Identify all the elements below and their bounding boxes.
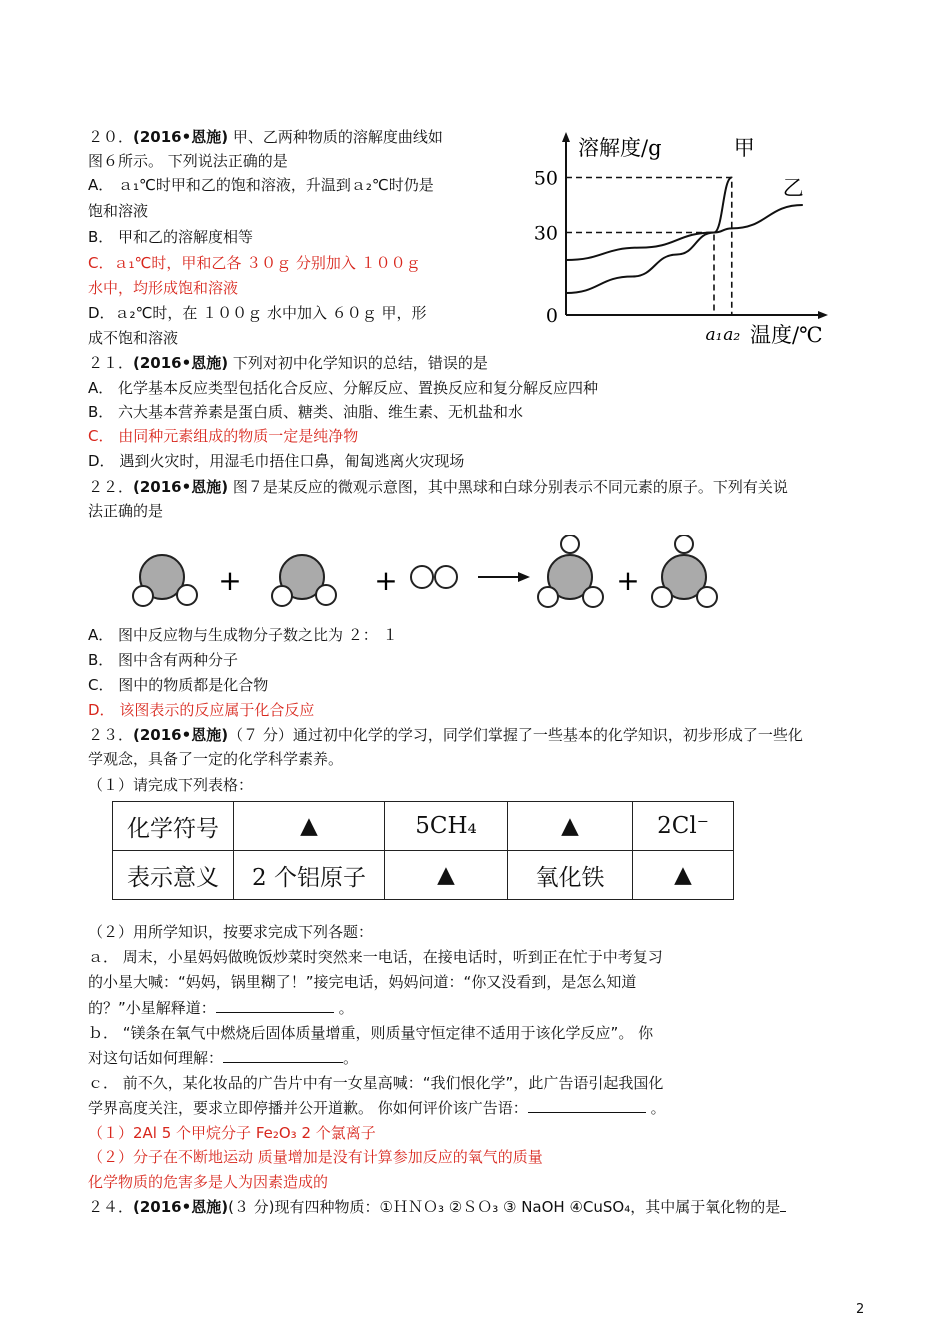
- q23-answer-1: （１）2Al 5 个甲烷分子 Fe₂O₃ 2 个氯离子: [88, 1124, 376, 1142]
- reaction-diagram: [130, 535, 730, 617]
- series-label: 乙: [782, 176, 804, 200]
- q20-option-b: B． 甲和乙的溶解度相等: [88, 228, 254, 246]
- answer-blank[interactable]: [216, 998, 334, 1013]
- table-cell: 化学符号: [113, 802, 234, 851]
- table-cell: 表示意义: [113, 851, 234, 900]
- q22-stem: ２２．(2016•恩施) 图７是某反应的微观示意图，其中黑球和白球分别表示不同元素的原子。下列有关说: [88, 478, 788, 496]
- table-cell: 氧化铁: [508, 851, 633, 900]
- reactant-molecule-1: [133, 555, 197, 606]
- table-cell: ▲: [508, 802, 633, 851]
- q23-b-line-1: ｂ． “镁条在氧气中燃烧后固体质量增重，则质量守恒定律不适用于该化学反应”。 你: [88, 1024, 654, 1042]
- q20-stem: ２０．(2016•恩施) 甲、乙两种物质的溶解度曲线如: [88, 128, 443, 146]
- q21-option-b: B． 六大基本营养素是蛋白质、糖类、油脂、维生素、无机盐和水: [88, 403, 524, 421]
- table-row: [113, 851, 734, 900]
- q23-part-2: （２）用所学知识，按要求完成下列各题：: [88, 923, 374, 941]
- q23-c-line-1: ｃ． 前不久，某化妆品的广告片中有一女星高喊：“我们恨化学”，此广告语引起我国化: [88, 1074, 664, 1092]
- q20-option-c: C．ａ₁℃时，甲和乙各 ３０ｇ 分别加入 １００ｇ: [88, 254, 421, 272]
- answer-blank[interactable]: [528, 1098, 646, 1113]
- table-cell: ▲: [633, 851, 734, 900]
- x-tick-label: a₁: [705, 325, 723, 345]
- reactant-molecule-2: [272, 555, 336, 606]
- guide-line-30: [566, 233, 714, 316]
- plus-sign: +: [616, 564, 640, 597]
- q23-a-line-1: ａ． 周末，小星妈妈做晚饭炒菜时突然来一电话，在接电话时，听到正在忙于中考复习: [88, 948, 663, 966]
- arrow-icon: [478, 572, 530, 582]
- solubility-chart: [522, 128, 852, 350]
- q20-option-d-cont: 成不饱和溶液: [88, 329, 179, 347]
- table-row: [113, 802, 734, 851]
- plus-sign: +: [218, 564, 242, 597]
- y-tick-label: 0: [545, 305, 558, 327]
- plus-sign: +: [374, 564, 398, 597]
- table-cell: 5CH₄: [385, 802, 508, 851]
- y-tick-label: 50: [533, 167, 558, 190]
- q20-option-a: A． ａ₁℃时甲和乙的饱和溶液，升温到ａ₂℃时仍是: [88, 176, 434, 194]
- q20-option-a-cont: 饱和溶液: [88, 202, 149, 220]
- table-cell: ▲: [234, 802, 385, 851]
- q23-b-line-2: 对这句话如何理解： 。: [88, 1049, 359, 1067]
- q22-option-d: D． 该图表示的反应属于化合反应: [88, 701, 315, 719]
- q22-option-a: A． 图中反应物与生成物分子数之比为 ２： １: [88, 626, 398, 644]
- table-cell: 2 个铝原子: [234, 851, 385, 900]
- q23-stem-2: 学观念，具备了一定的化学科学素养。: [88, 750, 344, 768]
- q23-stem: ２３．(2016•恩施)（７ 分）通过初中化学的学习，同学们掌握了一些基本的化学知识，初步形成了一些化: [88, 726, 803, 744]
- product-molecule-1: [538, 535, 603, 607]
- answer-blank[interactable]: [780, 1197, 786, 1212]
- q23-answer-2: （２）分子在不断地运动 质量增加是没有计算参加反应的氧气的质量: [88, 1148, 543, 1166]
- q22-stem-2: 法正确的是: [88, 502, 164, 520]
- q23-a-line-3: 的？”小星解释道： 。: [88, 999, 354, 1017]
- q20-option-c-cont: 水中，均形成饱和溶液: [88, 279, 239, 297]
- q22-option-b: B． 图中含有两种分子: [88, 651, 239, 669]
- q23-a-line-2: 的小星大喊：“妈妈，锅里糊了！”接完电话，妈妈问道：“你又没看到，是怎么知道: [88, 973, 637, 991]
- q24-stem: ２４．(2016•恩施)(３ 分)现有四种物质：①ＨＮＯ₃ ②ＳＯ₃ ③ NaOH ④CuSO₄，其中属于氧化物的是: [88, 1196, 786, 1218]
- y-tick-label: 30: [533, 222, 558, 245]
- series-line-1: [566, 178, 732, 294]
- q22-option-c: C． 图中的物质都是化合物: [88, 676, 269, 694]
- page-number: 2: [856, 1302, 865, 1317]
- guide-line-50: [566, 178, 732, 316]
- series-label: 甲: [733, 136, 755, 160]
- chem-table: [112, 801, 734, 900]
- q21-option-c: C． 由同种元素组成的物质一定是纯净物: [88, 427, 359, 445]
- table-cell: ▲: [385, 851, 508, 900]
- q23-c-line-2: 学界高度关注，要求立即停播并公开道歉。 你如何评价该广告语： 。: [88, 1099, 666, 1117]
- x-axis-label: 温度/℃: [750, 323, 823, 347]
- q23-answer-3: 化学物质的危害多是人为因素造成的: [88, 1173, 329, 1191]
- answer-blank[interactable]: [223, 1048, 343, 1063]
- reactant-molecule-3: [411, 566, 457, 588]
- q20-stem-2: 图６所示。 下列说法正确的是: [88, 152, 288, 170]
- product-molecule-2: [652, 535, 717, 607]
- table-cell: 2Cl⁻: [633, 802, 734, 851]
- chart-axes: [562, 132, 828, 319]
- q23-part-1: （１）请完成下列表格：: [88, 776, 254, 794]
- q21-stem: ２１．(2016•恩施) 下列对初中化学知识的总结，错误的是: [88, 354, 488, 372]
- x-tick-label: a₂: [723, 325, 741, 345]
- q21-option-a: A． 化学基本反应类型包括化合反应、分解反应、置换反应和复分解反应四种: [88, 379, 599, 397]
- q20-option-d: D．ａ₂℃时，在 １００ｇ 水中加入 ６０ｇ 甲，形: [88, 304, 427, 322]
- y-axis-label: 溶解度/g: [578, 136, 662, 160]
- q21-option-d: D． 遇到火灾时，用湿毛巾捂住口鼻，匍匐逃离火灾现场: [88, 452, 465, 470]
